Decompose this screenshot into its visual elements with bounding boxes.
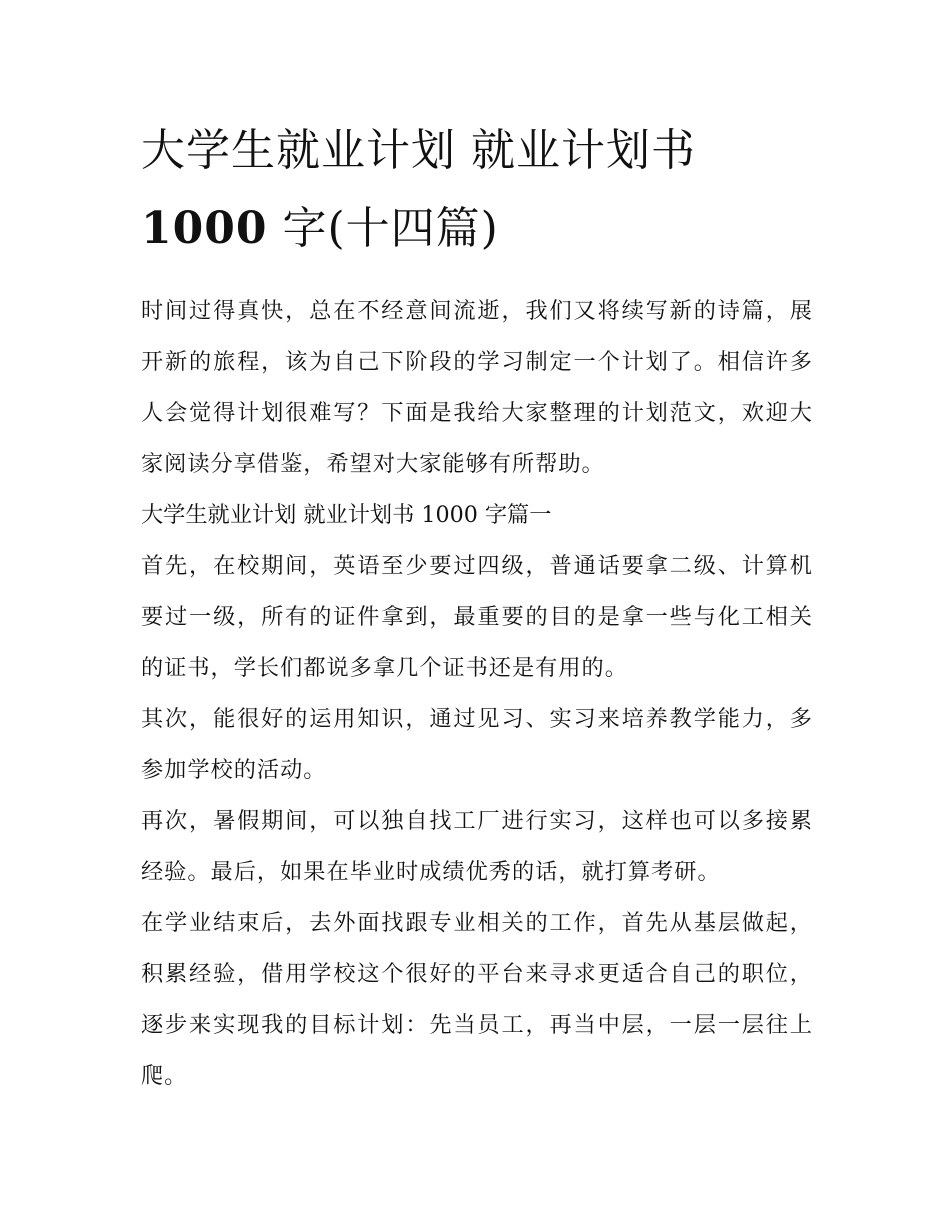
body-paragraph-1: 首先，在校期间，英语至少要过四级，普通话要拿二级、计算机要过一级，所有的证件拿到，最重要的目的是拿一些与化工相关的证书，学长们都说多拿几个证书还是有用的。 [141, 553, 813, 681]
intro-paragraph: 时间过得真快，总在不经意间流逝，我们又将续写新的诗篇，展开新的旅程，该为自己下阶段的学习制定一个计划了。相信许多人会觉得计划很难写？下面是我给大家整理的计划范文，欢迎大家阅读分享借鉴，希望对大家能够有所帮助。 [141, 298, 813, 477]
body-paragraph-2: 其次，能很好的运用知识，通过见习、实习来培养教学能力，多参加学校的活动。 [141, 706, 813, 783]
body-paragraph-3: 再次，暑假期间，可以独自找工厂进行实习，这样也可以多接累经验。最后，如果在毕业时成绩优秀的话，就打算考研。 [141, 808, 813, 885]
section-heading: 大学生就业计划 就业计划书 1000 字篇一 [141, 502, 552, 528]
body-paragraph-4: 在学业结束后，去外面找跟专业相关的工作，首先从基层做起，积累经验，借用学校这个很好的平台来寻求更适合自己的职位，逐步来实现我的目标计划：先当员工，再当中层，一层一层往上爬。 [141, 910, 813, 1089]
title-number: 1000 [141, 203, 268, 254]
title-suffix: 字(十四篇) [267, 203, 499, 254]
title-line-2 [141, 190, 813, 268]
title-line-1: 大学生就业计划 就业计划书 [141, 125, 696, 176]
document-body [141, 112, 813, 1102]
document-title [141, 112, 813, 268]
